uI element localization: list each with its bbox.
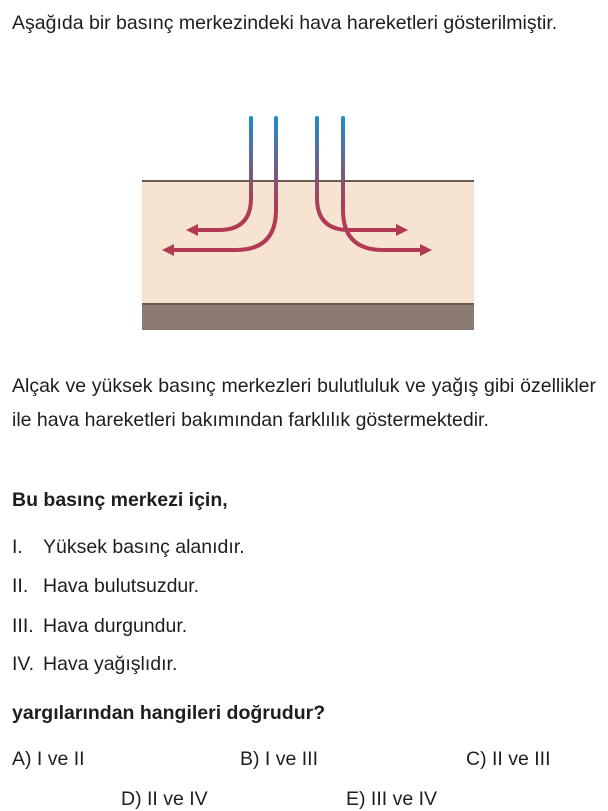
statement-3 bbox=[12, 614, 187, 638]
statement-num: III. bbox=[12, 615, 34, 637]
statement-num: I. bbox=[12, 536, 23, 558]
option-b[interactable]: B) I ve III bbox=[240, 748, 319, 770]
pressure-center-diagram bbox=[140, 112, 476, 334]
ground-layer bbox=[142, 304, 474, 330]
intro-text: Aşağıda bir basınç merkezindeki hava hareketleri gösterilmiştir. bbox=[12, 12, 558, 34]
info-text: Alçak ve yüksek basınç merkezleri bulutluluk ve yağış gibi özellikler ile hava hareketleri bakımından farklılık göstermektedir. bbox=[12, 375, 596, 431]
statement-num: IV. bbox=[12, 653, 35, 675]
option-d[interactable]: D) II ve IV bbox=[121, 788, 208, 810]
statement-text: Hava durgundur. bbox=[43, 615, 188, 637]
statement-text: Yüksek basınç alanıdır. bbox=[43, 536, 245, 558]
statement-text: Hava bulutsuzdur. bbox=[43, 575, 200, 597]
statement-num: II. bbox=[12, 575, 29, 597]
prompt-text: Bu basınç merkezi için, bbox=[12, 489, 228, 511]
statement-text: Hava yağışlıdır. bbox=[43, 653, 178, 675]
option-a[interactable]: A) I ve II bbox=[12, 748, 85, 770]
question-text: yargılarından hangileri doğrudur? bbox=[12, 702, 326, 724]
statement-4 bbox=[12, 652, 177, 676]
air-layer bbox=[142, 181, 474, 304]
option-e[interactable]: E) III ve IV bbox=[346, 788, 438, 810]
statement-2 bbox=[12, 574, 199, 598]
statement-1 bbox=[12, 535, 245, 559]
option-c[interactable]: C) II ve III bbox=[466, 748, 551, 770]
